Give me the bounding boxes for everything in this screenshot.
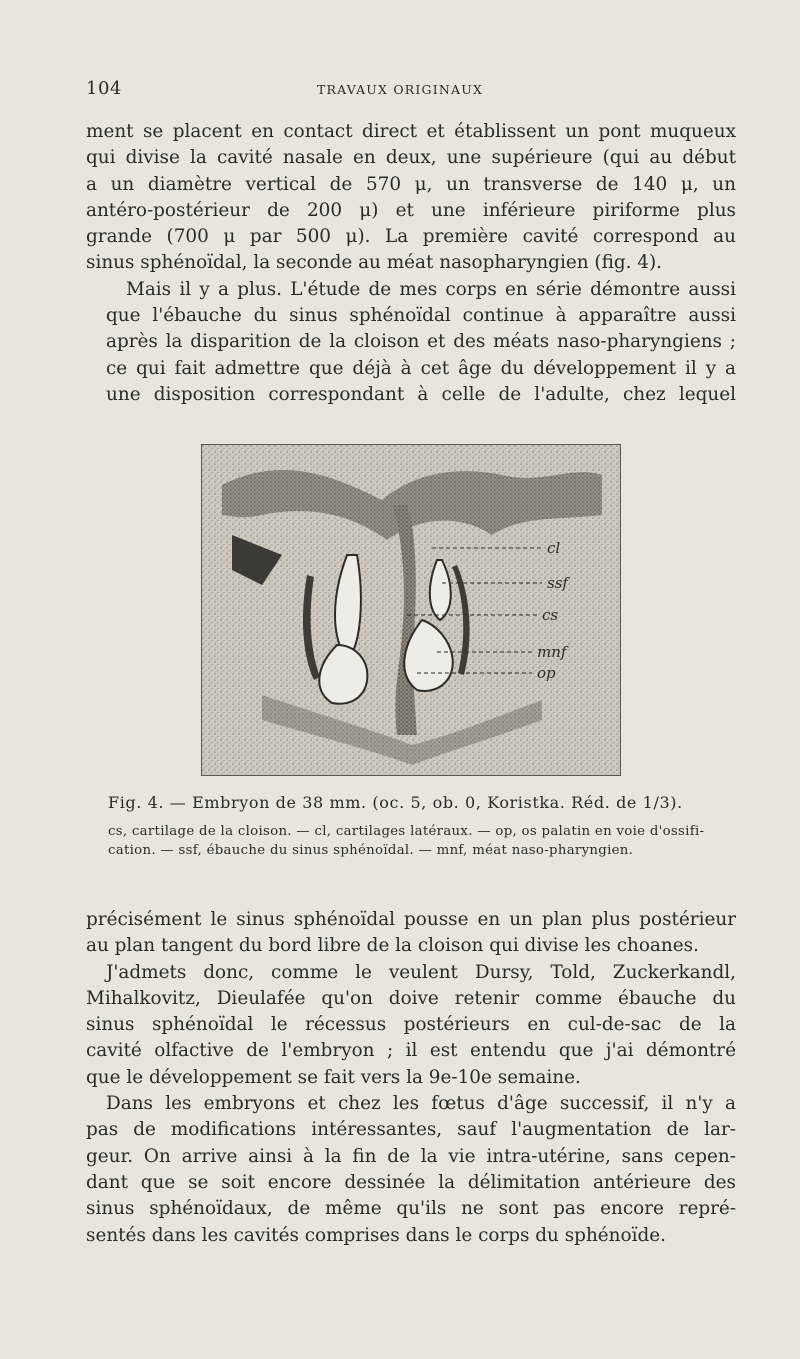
- text-line: qui divise la cavité nasale en deux, une supérieure (qui au début: [86, 147, 736, 169]
- text-block-bottom: [86, 907, 736, 1249]
- text-line: grande (700 μ par 500 μ). La première cavité correspond au: [86, 226, 736, 248]
- text-line: pas de modifications intéressantes, sauf l'augmentation de lar-: [86, 1119, 736, 1141]
- label-ssf: ssf: [547, 574, 568, 592]
- paragraph: [86, 907, 736, 960]
- label-cl: cl: [547, 539, 561, 557]
- text-line: cavité olfactive de l'embryon ; il est entendu que j'ai démontré: [86, 1040, 736, 1062]
- label-cs: cs: [542, 606, 559, 624]
- paragraph: [86, 277, 736, 408]
- text-line: J'admets donc, comme le veulent Dursy, Told, Zuckerkandl,: [106, 961, 736, 983]
- page-header: [86, 78, 714, 102]
- histology-figure: [201, 444, 621, 776]
- text-line: Mihalkovitz, Dieulafée qu'on doive retenir comme ébauche du: [86, 987, 736, 1009]
- figure-caption: Fig. 4. — Embryon de 38 mm. (oc. 5, ob. 0, Koristka. Réd. de 1/3).: [108, 793, 683, 812]
- text-line: précisément le sinus sphénoïdal pousse en un plan plus postérieur: [86, 909, 736, 930]
- text-line: au plan tangent du bord libre de la cloison qui divise les choanes.: [86, 935, 699, 957]
- running-title: TRAVAUX ORIGINAUX: [316, 82, 484, 97]
- text-line: ce qui fait admettre que déjà à cet âge du développement il y a: [106, 357, 736, 379]
- text-line: sinus sphénoïdal le récessus postérieurs en cul-de-sac de la: [86, 1014, 736, 1036]
- text-line: que le développement se fait vers la 9e-10e semaine.: [86, 1066, 581, 1088]
- label-op: op: [537, 664, 556, 682]
- text-line: geur. On arrive ainsi à la fin de la vie intra-utérine, sans cepen-: [86, 1145, 736, 1167]
- text-line: Dans les embryons et chez les fœtus d'âge successif, il n'y a: [106, 1093, 736, 1115]
- text-line: a un diamètre vertical de 570 μ, un transverse de 140 μ, un: [86, 173, 736, 195]
- legend-line: cs, cartilage de la cloison. — cl, cartilages latéraux. — op, os palatin en voie d'ossifi-: [108, 824, 705, 839]
- legend-line: cation. — ssf, ébauche du sinus sphénoïdal. — mnf, méat naso-pharyngien.: [108, 843, 634, 858]
- paragraph: [86, 119, 736, 277]
- text-line: antéro-postérieur de 200 μ) et une inférieure piriforme plus: [86, 199, 736, 221]
- text-line: ment se placent en contact direct et établissent un pont muqueux: [86, 121, 736, 142]
- paragraph: [86, 960, 736, 1091]
- text-line: que l'ébauche du sinus sphénoïdal continue à apparaître aussi: [106, 305, 736, 327]
- label-mnf: mnf: [537, 643, 567, 661]
- text-line: sentés dans les cavités comprises dans le corps du sphénoïde.: [86, 1224, 666, 1246]
- paragraph: [86, 1091, 736, 1249]
- text-line: sinus sphénoïdal, la seconde au méat nasopharyngien (fig. 4).: [86, 252, 663, 274]
- embryo-section-illustration: [202, 445, 620, 775]
- text-line: dant que se soit encore dessinée la délimitation antérieure des: [86, 1171, 736, 1193]
- figure-legend: [108, 822, 720, 860]
- text-block-top: [86, 119, 736, 408]
- page-number: 104: [86, 78, 122, 99]
- text-line: après la disparition de la cloison et des méats naso-pharyngiens ;: [106, 331, 736, 353]
- text-line: sinus sphénoïdaux, de même qu'ils ne sont pas encore repré-: [86, 1198, 736, 1220]
- text-line: Mais il y a plus. L'étude de mes corps en série démontre aussi: [126, 278, 736, 300]
- text-line: une disposition correspondant à celle de l'adulte, chez lequel: [106, 383, 736, 405]
